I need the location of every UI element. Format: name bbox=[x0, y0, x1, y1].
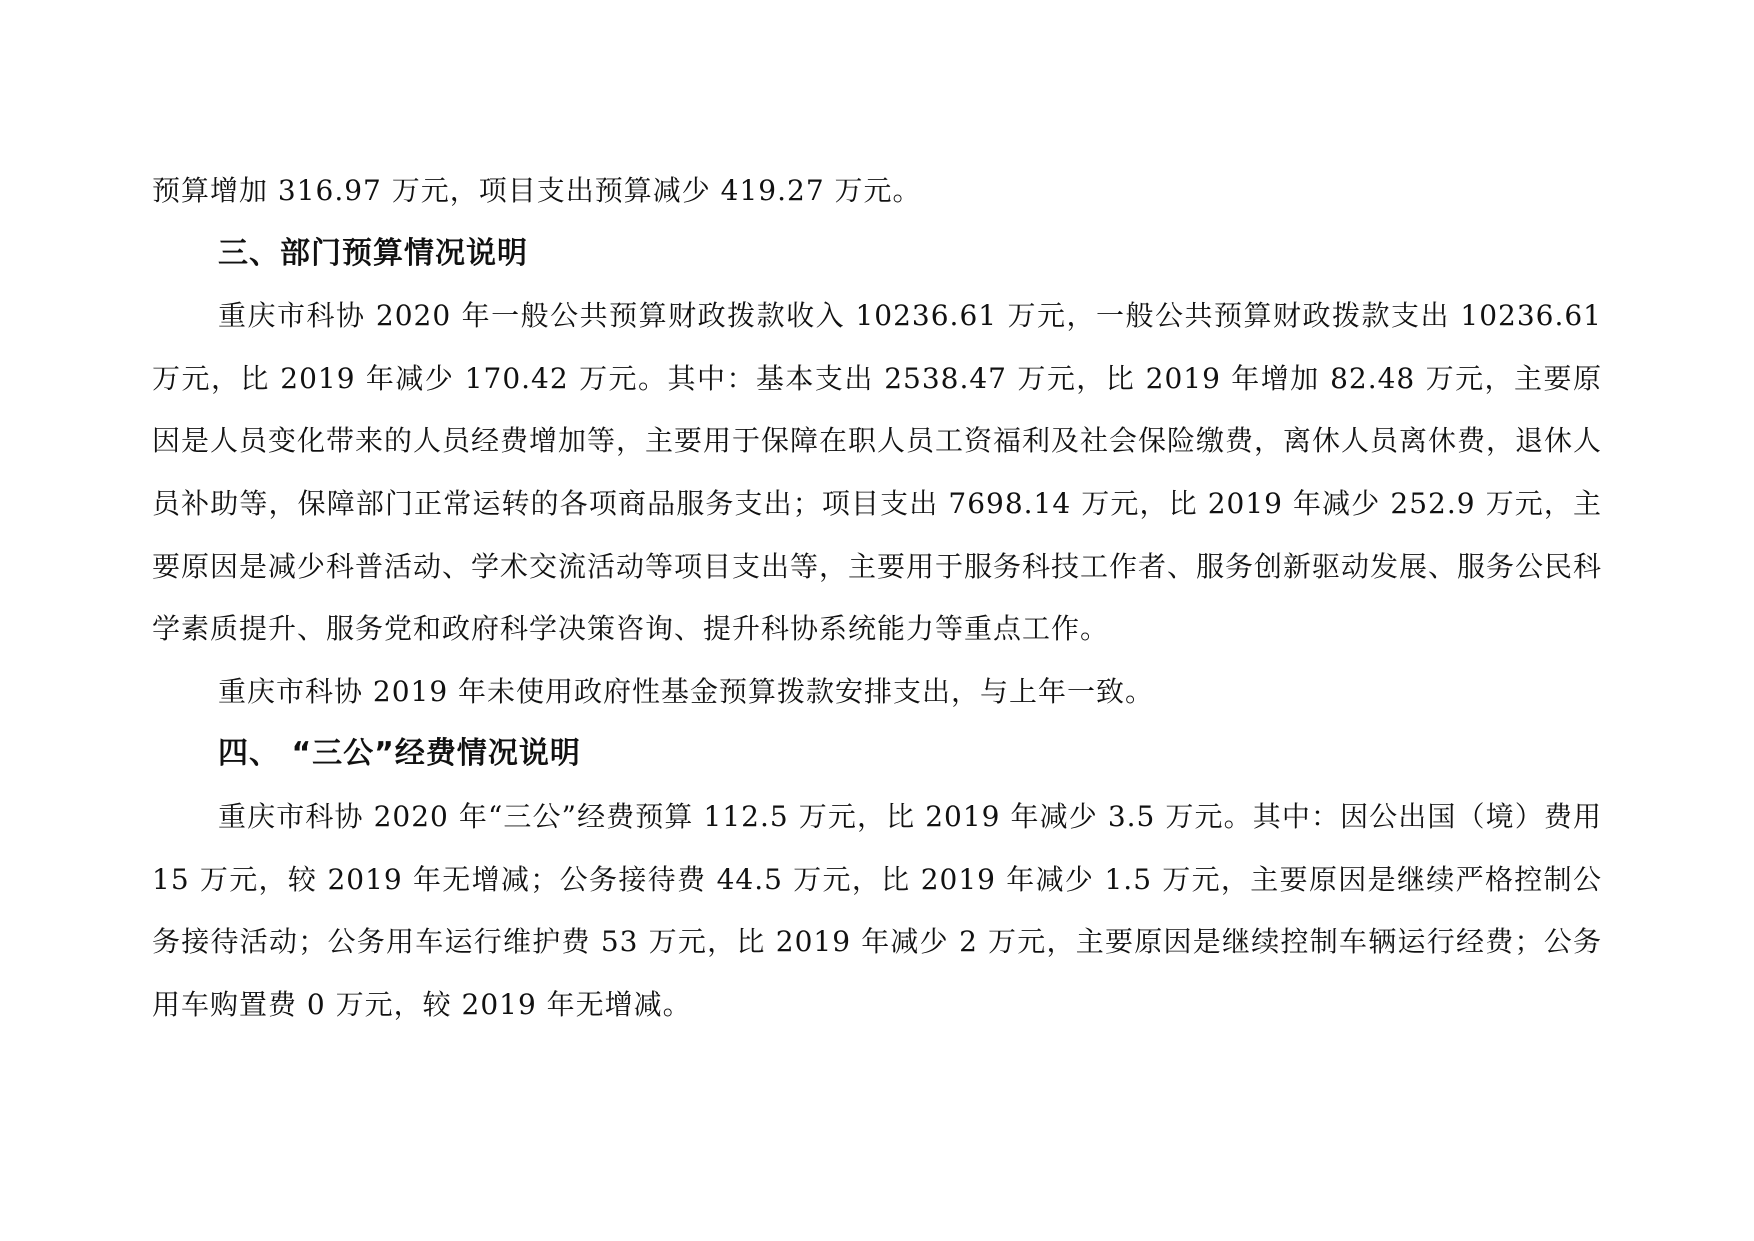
paragraph-budget: 重庆市科协 2020 年一般公共预算财政拨款收入 10236.61 万元，一般公共预算财政拨款支出 10236.61 万元，比 2019 年减少 170.42 万元。其中：基本支出 2538.47 万元，比 2019 年增加 82.48 万元，主要原因是人员变化带来的人员经费增加等，主要用于保障在职人员工资福利及社会保险缴费，离休人员离休费，退休人员补助等，保障部门正常运转的各项商品服务支出；项目支出 7698.14 万元，比 2019 年减少 252.9 万元，主要原因是减少科普活动、学术交流活动等项目支出等，主要用于服务科技工作者、服务创新驱动发展、服务公民科学素质提升、服务党和政府科学决策咨询、提升科协系统能力等重点工作。 bbox=[152, 299, 1603, 646]
section-heading-4: 四、 “三公”经费情况说明 bbox=[218, 736, 581, 772]
paragraph-continuation: 预算增加 316.97 万元，项目支出预算减少 419.27 万元。 bbox=[152, 174, 922, 207]
section-heading-3: 三、部门预算情况说明 bbox=[218, 235, 528, 271]
document-body bbox=[152, 160, 1602, 1036]
paragraph-government-fund: 重庆市科协 2019 年未使用政府性基金预算拨款安排支出，与上年一致。 bbox=[218, 674, 1155, 708]
paragraph-three-public-expenses: 重庆市科协 2020 年“三公”经费预算 112.5 万元，比 2019 年减少 3.5 万元。其中：因公出国（境）费用 15 万元，较 2019 年无增减；公务接待费 44.5 万元，比 2019 年减少 1.5 万元，主要原因是继续严格控制公务接待活动；公务用车运行维护费 53 万元，比 2019 年减少 2 万元，主要原因是继续控制车辆运行经费；公务用车购置费 0 万元，较 2019 年无增减。 bbox=[152, 799, 1602, 1021]
